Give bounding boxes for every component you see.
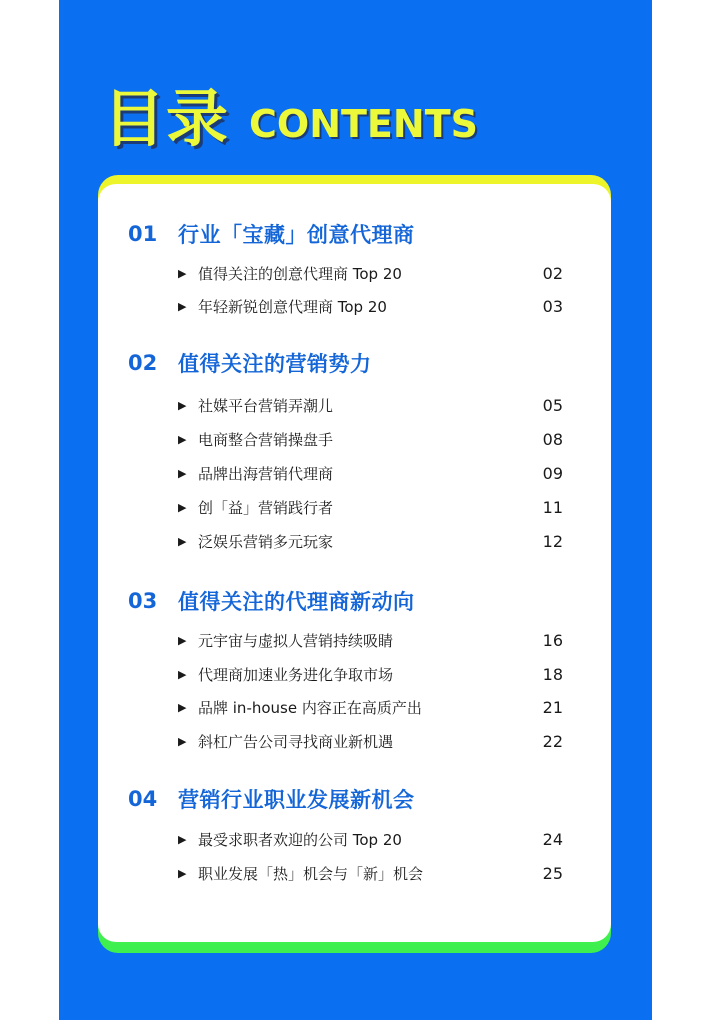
toc-item-label: 年轻新锐创意代理商 Top 20	[198, 297, 387, 316]
toc-item-page: 16	[542, 630, 563, 650]
toc-item-label: 值得关注的创意代理商 Top 20	[198, 264, 402, 283]
toc-item-page: 22	[542, 731, 563, 751]
toc-item[interactable]	[178, 393, 563, 417]
section-04-heading[interactable]	[128, 783, 415, 815]
toc-item-label: 斜杠广告公司寻找商业新机遇	[198, 732, 394, 751]
toc-item-label: 社媒平台营销弄潮儿	[198, 396, 334, 415]
section-number: 04	[128, 787, 158, 811]
triangle-right-icon: ▶	[178, 832, 187, 846]
toc-item-label: 创「益」营销践行者	[198, 498, 334, 517]
triangle-right-icon: ▶	[178, 700, 187, 714]
triangle-right-icon: ▶	[178, 534, 187, 548]
section-title: 行业「宝藏」创意代理商	[178, 223, 415, 247]
triangle-right-icon: ▶	[178, 866, 187, 880]
toc-item-label: 最受求职者欢迎的公司 Top 20	[198, 830, 402, 849]
page-title	[103, 82, 478, 155]
toc-item[interactable]	[178, 662, 563, 686]
section-title: 营销行业职业发展新机会	[178, 788, 415, 812]
section-number: 03	[128, 589, 158, 613]
toc-item-page: 21	[542, 697, 563, 717]
toc-item-label: 元宇宙与虚拟人营销持续吸睛	[198, 631, 394, 650]
toc-item-page: 18	[542, 664, 563, 684]
section-title: 值得关注的代理商新动向	[178, 590, 415, 614]
triangle-right-icon: ▶	[178, 667, 187, 681]
toc-item-page: 25	[542, 863, 563, 883]
triangle-right-icon: ▶	[178, 500, 187, 514]
toc-item-page: 12	[542, 531, 563, 551]
title-chinese: 目录	[103, 82, 230, 155]
section-number: 01	[128, 222, 158, 246]
toc-item-page: 02	[542, 263, 563, 283]
toc-item[interactable]	[178, 861, 563, 885]
toc-item-page: 08	[542, 429, 563, 449]
toc-item-page: 24	[542, 829, 563, 849]
section-01-heading[interactable]	[128, 218, 415, 250]
toc-item[interactable]	[178, 529, 563, 553]
toc-item[interactable]	[178, 461, 563, 485]
triangle-right-icon: ▶	[178, 466, 187, 480]
toc-item[interactable]	[178, 827, 563, 851]
toc-item[interactable]	[178, 628, 563, 652]
title-english: CONTENTS	[249, 102, 478, 146]
toc-item[interactable]	[178, 495, 563, 519]
toc-item[interactable]	[178, 729, 563, 753]
toc-item-page: 09	[542, 463, 563, 483]
triangle-right-icon: ▶	[178, 432, 187, 446]
section-02-heading[interactable]	[128, 347, 372, 379]
toc-item-label: 品牌出海营销代理商	[198, 464, 334, 483]
triangle-right-icon: ▶	[178, 633, 187, 647]
triangle-right-icon: ▶	[178, 299, 187, 313]
toc-item-page: 11	[542, 497, 563, 517]
toc-item[interactable]	[178, 695, 563, 719]
toc-item-page: 03	[542, 296, 563, 316]
section-title: 值得关注的营销势力	[178, 352, 372, 376]
toc-item-page: 05	[542, 395, 563, 415]
toc-item[interactable]	[178, 427, 563, 451]
toc-item[interactable]	[178, 294, 563, 318]
toc-item-label: 电商整合营销操盘手	[198, 430, 334, 449]
triangle-right-icon: ▶	[178, 266, 187, 280]
toc-item[interactable]	[178, 261, 563, 285]
toc-item-label: 泛娱乐营销多元玩家	[198, 532, 334, 551]
triangle-right-icon: ▶	[178, 734, 187, 748]
toc-item-label: 职业发展「热」机会与「新」机会	[198, 864, 424, 883]
section-03-heading[interactable]	[128, 585, 415, 617]
triangle-right-icon: ▶	[178, 398, 187, 412]
toc-item-label: 品牌 in-house 内容正在高质产出	[198, 698, 422, 717]
toc-item-label: 代理商加速业务进化争取市场	[198, 665, 394, 684]
section-number: 02	[128, 351, 158, 375]
